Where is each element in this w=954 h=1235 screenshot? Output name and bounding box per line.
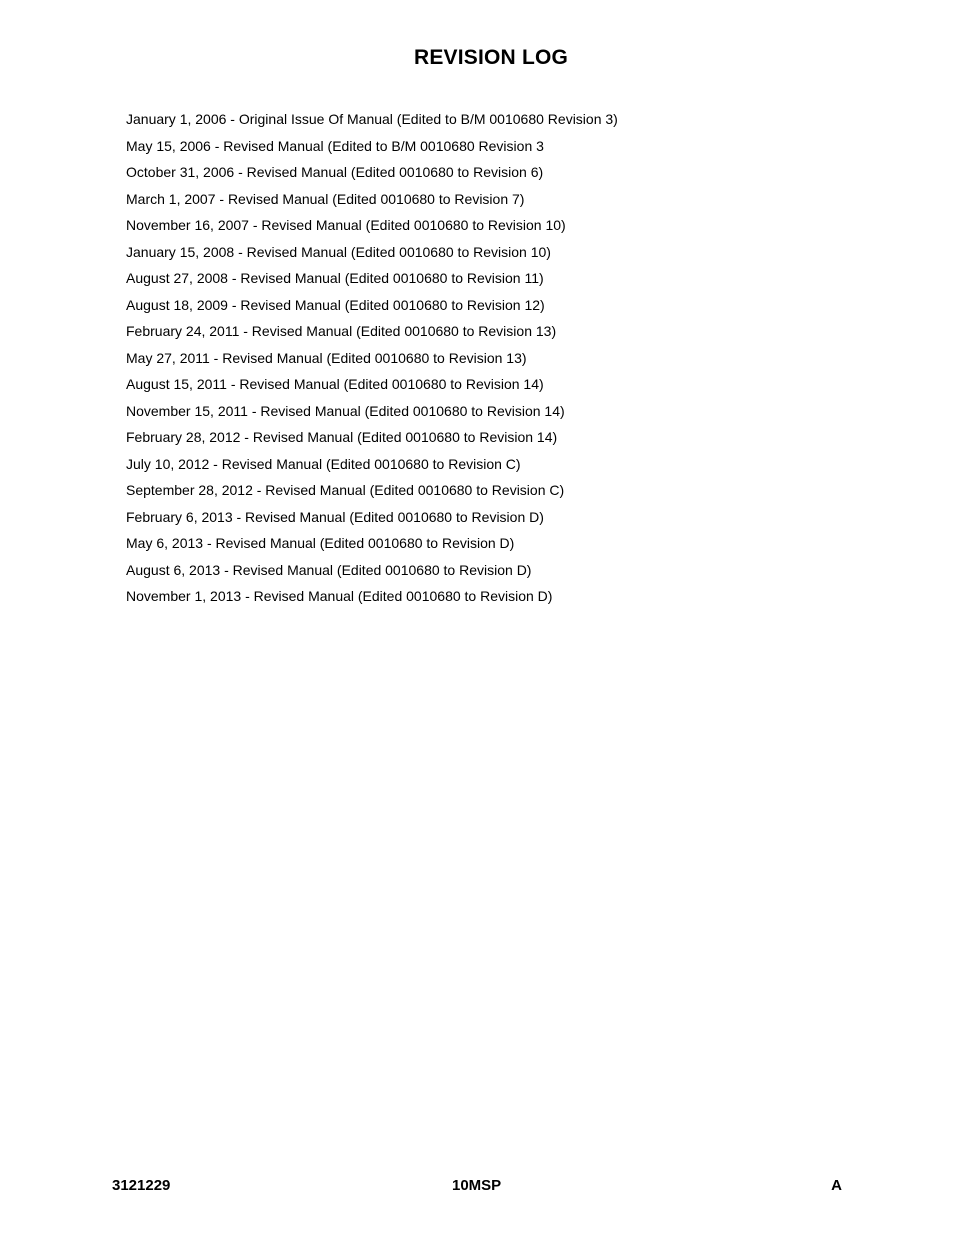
model-name: 10MSP bbox=[452, 1177, 502, 1194]
page-title: REVISION LOG bbox=[413, 46, 569, 69]
page-letter: A bbox=[831, 1177, 842, 1194]
revision-entry: January 15, 2008 - Revised Manual (Edited 0010680 to Revision 10) bbox=[126, 243, 551, 260]
revision-entry: January 1, 2006 - Original Issue Of Manual (Edited to B/M 0010680 Revision 3) bbox=[126, 111, 618, 127]
revision-entry: February 24, 2011 - Revised Manual (Edited 0010680 to Revision 13) bbox=[126, 323, 557, 339]
revision-entry: March 1, 2007 - Revised Manual (Edited 0010680 to Revision 7) bbox=[126, 190, 525, 207]
revision-entry: August 27, 2008 - Revised Manual (Edited 0010680 to Revision 11) bbox=[126, 270, 544, 286]
revision-entry: May 27, 2011 - Revised Manual (Edited 0010680 to Revision 13) bbox=[126, 349, 527, 366]
revision-entry: July 10, 2012 - Revised Manual (Edited 0010680 to Revision C) bbox=[126, 455, 521, 472]
revision-entry: November 16, 2007 - Revised Manual (Edited 0010680 to Revision 10) bbox=[126, 217, 566, 233]
revision-entry: November 1, 2013 - Revised Manual (Edited 0010680 to Revision D) bbox=[126, 588, 553, 604]
revision-entry: May 6, 2013 - Revised Manual (Edited 0010680 to Revision D) bbox=[126, 535, 515, 551]
revision-list bbox=[126, 106, 618, 610]
document-number: 3121229 bbox=[112, 1177, 171, 1194]
revision-entry: August 6, 2013 - Revised Manual (Edited 0010680 to Revision D) bbox=[126, 561, 532, 578]
page-footer bbox=[112, 1176, 842, 1196]
revision-entry: September 28, 2012 - Revised Manual (Edited 0010680 to Revision C) bbox=[126, 482, 565, 498]
revision-entry: November 15, 2011 - Revised Manual (Edited 0010680 to Revision 14) bbox=[126, 402, 565, 419]
revision-entry: February 6, 2013 - Revised Manual (Edited 0010680 to Revision D) bbox=[126, 508, 544, 525]
revision-entry: February 28, 2012 - Revised Manual (Edited 0010680 to Revision 14) bbox=[126, 429, 558, 445]
revision-entry: October 31, 2006 - Revised Manual (Edited 0010680 to Revision 6) bbox=[126, 164, 544, 180]
revision-entry: August 15, 2011 - Revised Manual (Edited 0010680 to Revision 14) bbox=[126, 376, 544, 392]
revision-entry: August 18, 2009 - Revised Manual (Edited 0010680 to Revision 12) bbox=[126, 296, 545, 313]
revision-entry: May 15, 2006 - Revised Manual (Edited to B/M 0010680 Revision 3 bbox=[126, 137, 544, 154]
